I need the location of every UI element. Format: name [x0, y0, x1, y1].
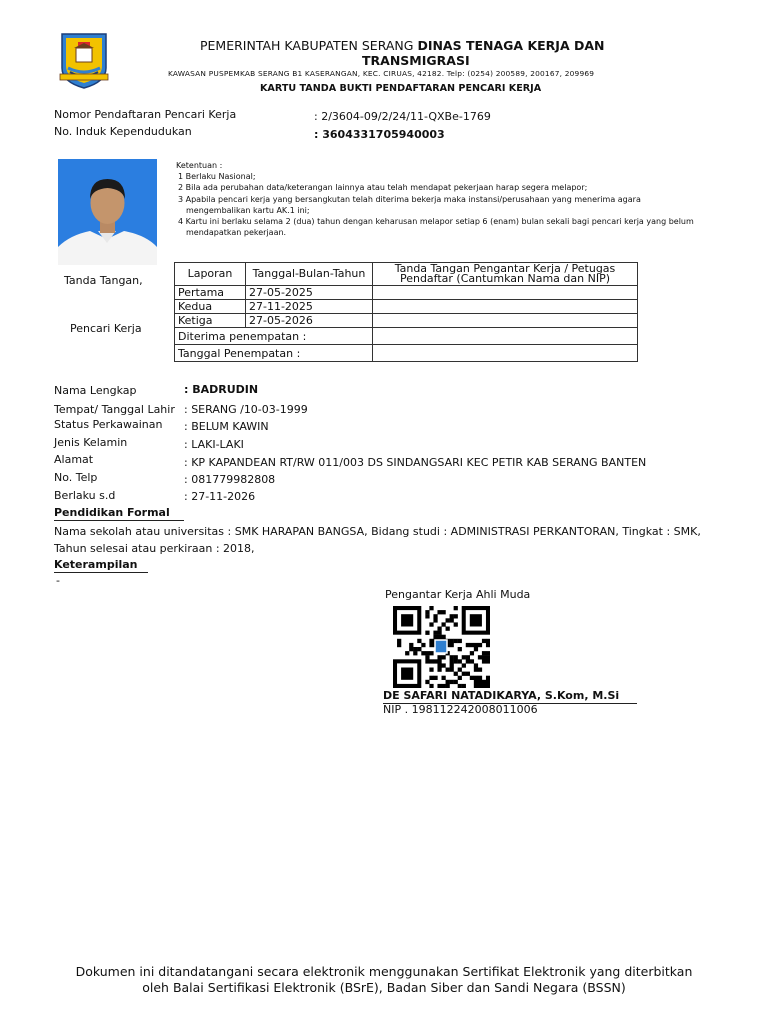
diterima-penempatan: Diterima penempatan : — [175, 328, 373, 345]
ttl-value: : SERANG /10-03-1999 — [184, 403, 308, 416]
ketentuan-item-1: 1 Berlaku Nasional; — [178, 172, 256, 182]
nik-value: : 3604331705940003 — [314, 128, 445, 141]
jk-value: : LAKI-LAKI — [184, 438, 244, 451]
header-government-name: PEMERINTAH KABUPATEN SERANG — [200, 38, 418, 53]
footer-note — [0, 964, 768, 996]
telp-value: : 081779982808 — [184, 473, 276, 486]
table-row — [175, 314, 638, 328]
reg-number-value: : 2/3604-09/2/24/11-QXBe-1769 — [314, 110, 491, 123]
header-department-name: DINAS TENAGA KERJA DAN — [417, 38, 605, 53]
status-value: : BELUM KAWIN — [184, 420, 269, 433]
header-tanda-tangan: Tanda Tangan Pengantar Kerja / Petugas Pendaftar (Cantumkan Nama dan NIP) — [373, 263, 638, 286]
applicant-photo — [58, 159, 157, 265]
table-row — [175, 328, 638, 345]
status-label: Status Perkawainan — [54, 418, 163, 431]
report-sign-pertama — [373, 286, 638, 300]
table-row — [175, 286, 638, 300]
ketentuan-item-3: 3 Apabila pencari kerja yang bersangkutan telah diterima bekerja maka instansi/perusahaan yang menerima agara mengembalikan kartu AK.1 ini; — [178, 194, 641, 215]
berlaku-value: : 27-11-2026 — [184, 490, 256, 503]
ketentuan-item-4: 4 Kartu ini berlaku selama 2 (dua) tahun dengan keharusan melapor setiap 6 (enam) bulan sekali bagi pencari kerja yang belum mendapatkan pekerjaan. — [178, 217, 694, 238]
report-label-pertama: Pertama — [175, 286, 246, 300]
signer-role: Pengantar Kerja Ahli Muda — [385, 588, 531, 601]
diterima-penempatan-value — [373, 328, 638, 345]
regency-emblem-logo — [58, 30, 110, 90]
report-date-pertama: 27-05-2025 — [246, 286, 373, 300]
education-line-2: Tahun selesai atau perkiraan : 2018, — [54, 542, 255, 555]
ttl-label: Tempat/ Tanggal Lahir — [54, 403, 175, 416]
alamat-value: : KP KAPANDEAN RT/RW 011/003 DS SINDANGSARI KEC PETIR KAB SERANG BANTEN — [184, 456, 647, 469]
pendidikan-formal-title: Pendidikan Formal — [54, 506, 184, 521]
pencari-kerja-label: Pencari Kerja — [70, 322, 142, 335]
nama-label: Nama Lengkap — [54, 384, 137, 397]
table-row — [175, 300, 638, 314]
tanggal-penempatan-value — [373, 345, 638, 362]
report-table — [174, 262, 638, 362]
report-table-header — [175, 263, 638, 286]
card-title: KARTU TANDA BUKTI PENDAFTARAN PENCARI KERJA — [260, 83, 542, 94]
reg-number-label: Nomor Pendaftaran Pencari Kerja — [54, 108, 237, 121]
footer-line-2: oleh Balai Sertifikasi Elektronik (BSrE), Badan Siber dan Sandi Negara (BSSN) — [142, 980, 626, 995]
jk-label: Jenis Kelamin — [54, 436, 128, 449]
qr-code-icon — [393, 606, 490, 688]
nik-label: No. Induk Kependudukan — [54, 125, 192, 138]
header-line-2: TRANSMIGRASI — [362, 53, 470, 68]
keterampilan-value: - — [56, 574, 60, 587]
tanda-tangan-label: Tanda Tangan, — [64, 274, 143, 287]
nama-value: : BADRUDIN — [184, 383, 259, 396]
report-label-ketiga: Ketiga — [175, 314, 246, 328]
ketentuan-block — [176, 160, 696, 238]
report-label-kedua: Kedua — [175, 300, 246, 314]
signer-name: DE SAFARI NATADIKARYA, S.Kom, M.Si — [383, 689, 637, 704]
ketentuan-title: Ketentuan : — [176, 161, 223, 170]
report-date-ketiga: 27-05-2026 — [246, 314, 373, 328]
header-tanggal: Tanggal-Bulan-Tahun — [246, 263, 373, 286]
report-sign-ketiga — [373, 314, 638, 328]
footer-line-1: Dokumen ini ditandatangani secara elektronik menggunakan Sertifikat Elektronik yang diterbitkan — [75, 964, 693, 979]
telp-label: No. Telp — [54, 471, 98, 484]
education-line-1: Nama sekolah atau universitas : SMK HARAPAN BANGSA, Bidang studi : ADMINISTRASI PERKANTORAN, Tingkat : SMK, — [54, 525, 701, 538]
tanggal-penempatan: Tanggal Penempatan : — [175, 345, 373, 362]
berlaku-label: Berlaku s.d — [54, 489, 116, 502]
table-row — [175, 345, 638, 362]
header-laporan: Laporan — [175, 263, 246, 286]
alamat-label: Alamat — [54, 453, 94, 466]
education-details — [54, 523, 754, 557]
report-sign-kedua — [373, 300, 638, 314]
signer-nip: NIP . 198112242008011006 — [383, 703, 538, 716]
header-address: KAWASAN PUSPEMKAB SERANG B1 KASERANGAN, KEC. CIRUAS, 42182. Telp: (0254) 200589, 200167, 209969 — [168, 69, 595, 78]
header-line-1 — [200, 38, 604, 53]
report-date-kedua: 27-11-2025 — [246, 300, 373, 314]
ketentuan-item-2: 2 Bila ada perubahan data/keterangan lainnya atau telah mendapat pekerjaan harap segera melapor; — [178, 183, 588, 193]
keterampilan-title: Keterampilan — [54, 558, 148, 573]
